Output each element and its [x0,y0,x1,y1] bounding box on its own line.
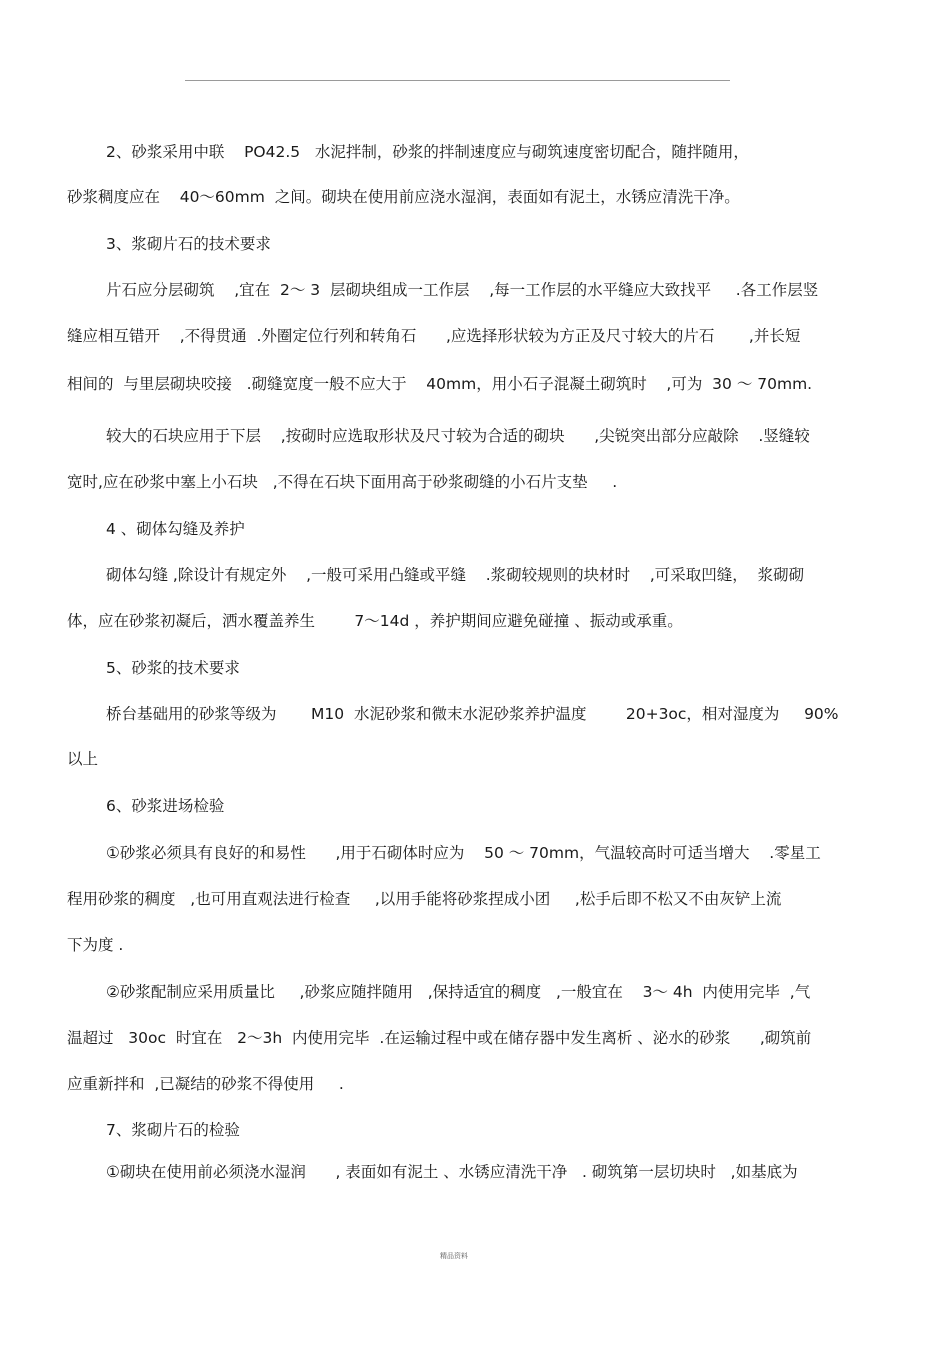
text-line: 程用砂浆的稠度 ,也可用直观法进行检查 ,以用手能将砂浆捏成小团 ,松手后即不松又不由灰铲上流 [67,890,782,908]
page-footer: 精品资料 [440,1252,468,1260]
text-line: ①砌块在使用前必须浇水湿润 , 表面如有泥土 、水锈应清洗干净 . 砌筑第一层切块时 ,如基底为 [106,1163,798,1181]
text-line: 桥台基础用的砂浆等级为 M10 水泥砂浆和微末水泥砂浆养护温度 20+3oc，相对湿度为 90% [106,705,839,723]
text-line: 下为度 . [67,936,124,954]
section-heading: 7、浆砌片石的检验 [106,1121,240,1139]
text-line: 砂浆稠度应在 40～60mm 之间。砌块在使用前应浇水湿润，表面如有泥土，水锈应清洗干净。 [67,188,740,206]
text-line: 以上 [67,750,99,768]
text-line: ②砂浆配制应采用质量比 ,砂浆应随拌随用 ,保持适宜的稠度 ,一般宜在 3～ 4h 内使用完毕 ,气 [106,983,811,1001]
text-line: 相间的 与里层砌块咬接 .砌缝宽度一般不应大于 40mm，用小石子混凝土砌筑时 ,可为 30 ～ 70mm. [67,375,813,393]
text-line: ①砂浆必须具有良好的和易性 ,用于石砌体时应为 50 ～ 70mm，气温较高时可适当增大 .零星工 [106,844,821,862]
header-rule [185,80,730,81]
section-heading: 6、砂浆进场检验 [106,797,225,815]
text-line: 应重新拌和 ,已凝结的砂浆不得使用 . [67,1075,344,1093]
section-heading: 5、砂浆的技术要求 [106,659,240,677]
section-heading: 4 、砌体勾缝及养护 [106,520,245,538]
text-line: 砌体勾缝 ,除设计有规定外 ,一般可采用凸缝或平缝 .浆砌较规则的块材时 ,可采取凹缝， 浆砌砌 [106,566,805,584]
text-line: 较大的石块应用于下层 ,按砌时应选取形状及尺寸较为合适的砌块 ,尖锐突出部分应敲除 .竖缝较 [106,427,810,445]
text-line: 温超过 30oc 时宜在 2～3h 内使用完毕 .在运输过程中或在储存器中发生离析 、泌水的砂浆 ,砌筑前 [67,1029,812,1047]
text-line: 2、砂浆采用中联 PO42.5 水泥拌制，砂浆的拌制速度应与砌筑速度密切配合，随拌随用， [106,143,749,161]
text-line: 宽时,应在砂浆中塞上小石块 ,不得在石块下面用高于砂浆砌缝的小石片支垫 . [67,473,618,491]
section-heading: 3、浆砌片石的技术要求 [106,235,271,253]
text-line: 体，应在砂浆初凝后，洒水覆盖养生 7～14d ，养护期间应避免碰撞 、振动或承重。 [67,612,683,630]
text-line: 缝应相互错开 ,不得贯通 .外圈定位行列和转角石 ,应选择形状较为方正及尺寸较大的片石 ,并长短 [67,327,801,345]
text-line: 片石应分层砌筑 ,宜在 2～ 3 层砌块组成一工作层 ,每一工作层的水平缝应大致找平 .各工作层竖 [106,281,819,299]
